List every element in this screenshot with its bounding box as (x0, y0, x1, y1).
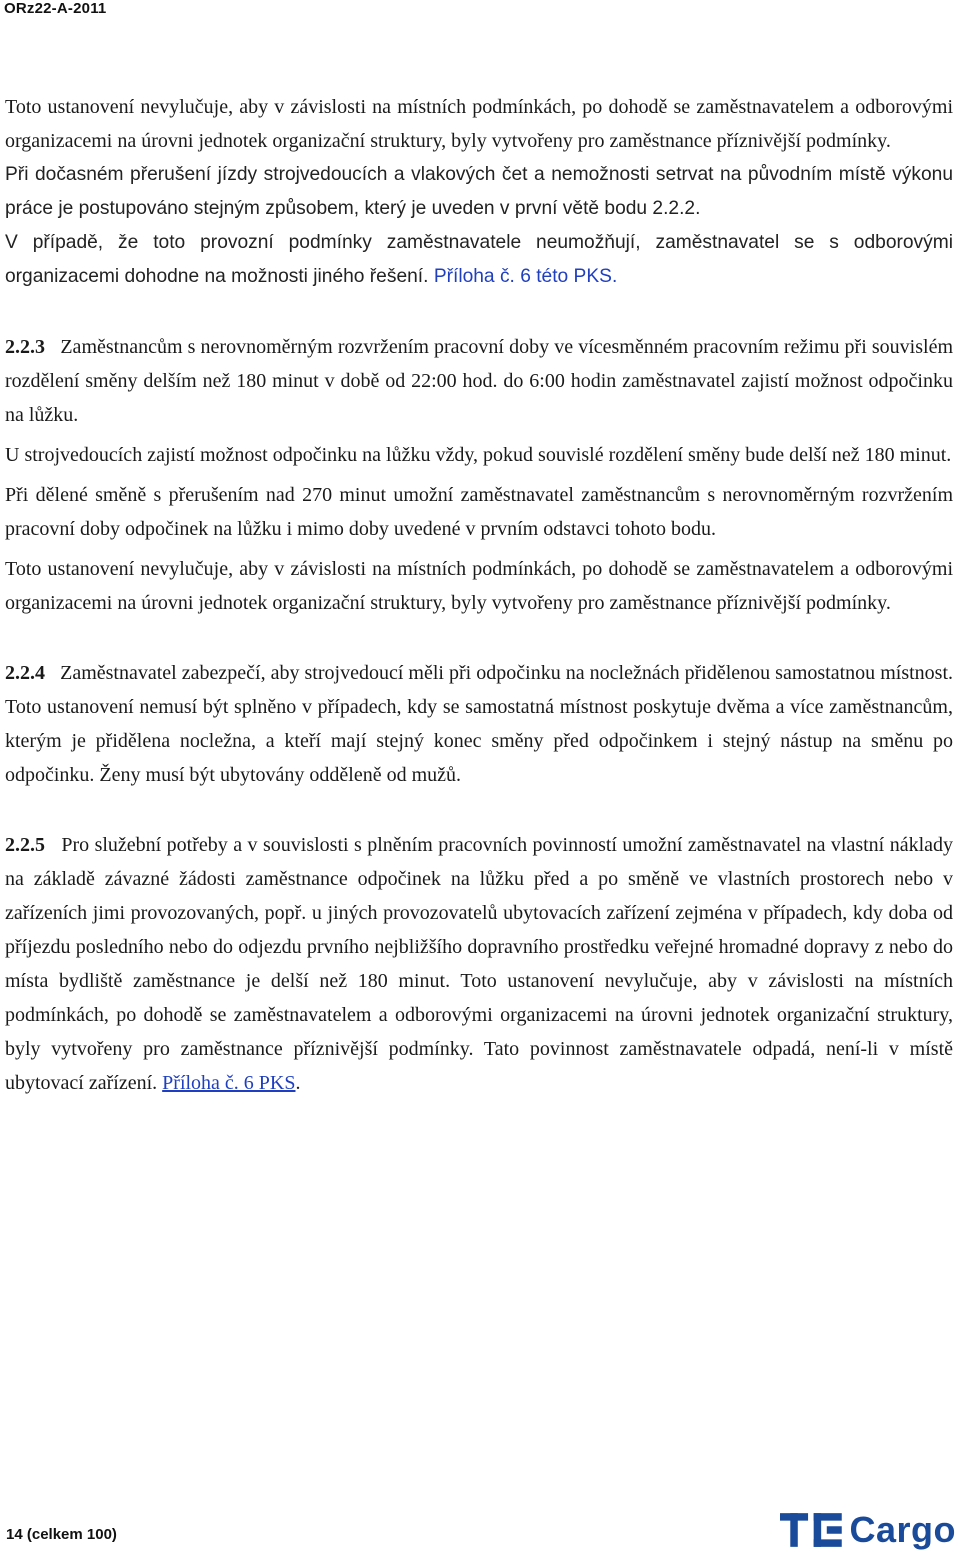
section-2-2-3 (5, 330, 953, 432)
section-number: 2.2.5 (5, 834, 45, 856)
paragraph-4 (5, 438, 953, 472)
paragraph-2 (5, 158, 953, 226)
cargo-logo (780, 1508, 956, 1552)
paragraph-text: U strojvedoucích zajistí možnost odpočinku na lůžku vždy, pokud souvislé rozdělení směny bude delší než 180 minut. (5, 444, 952, 466)
paragraph-5 (5, 478, 953, 546)
paragraph-text: Při dělené směně s přerušením nad 270 minut umožní zaměstnavatel zaměstnancům s nerovnoměrným rozvržením pracovní doby odpočinek na lůžku i mimo doby uvedené v prvním odstavci tohoto bodu. (5, 484, 953, 540)
section-2-2-5 (5, 828, 953, 1100)
paragraph-text: Při dočasném přerušení jízdy strojvedoucích a vlakových čet a nemožnosti setrvat na původním místě výkonu práce je postupováno stejným způsobem, který je uveden v první větě bodu 2.2.2. (5, 164, 953, 219)
section-2-2-4 (5, 656, 953, 792)
paragraph-6 (5, 552, 953, 620)
paragraph-text: Toto ustanovení nevylučuje, aby v závislosti na místních podmínkách, po dohodě se zaměstnavatelem a odborovými organizacemi na úrovni jednotek organizační struktury, byly vytvořeny pro zaměstnance příznivější podmínky. (5, 558, 953, 614)
section-text: Zaměstnavatel zabezpečí, aby strojvedoucí měli při odpočinku na nocležnách přidělenou samostatnou místnost. Toto ustanovení nemusí být splněno v případech, kdy se samostatná místnost poskytuje dvěma a více zaměstnancům, kterým je přidělena nocležna, a kteří mají stejný konec směny před odpočinkem i stejný nástup na směnu po odpočinku. Ženy musí být ubytovány odděleně od mužů. (5, 662, 954, 786)
paragraph-text: Toto ustanovení nevylučuje, aby v závislosti na místních podmínkách, po dohodě se zaměstnavatelem a odborovými organizacemi na úrovni jednotek organizační struktury, byly vytvořeny pro zaměstnance příznivější podmínky. (5, 96, 953, 152)
section-text: Pro služební potřeby a v souvislosti s plněním pracovních povinností umožní zaměstnavatel na vlastní náklady na základě závazné žádosti zaměstnance odpočinek na lůžku před a po směně ve vlastních prostorech nebo v zařízeních jimi provozovaných, popř. u jiných provozovatelů ubytovacích zařízení zejména v případech, kdy doba od příjezdu posledního nebo do odjezdu prvního nejbližšího dopravního prostředku veřejné hromadné dopravy z nebo do místa bydliště zaměstnance je delší než 180 minut. Toto ustanovení nevylučuje, aby v závislosti na místních podmínkách, po dohodě se zaměstnavatelem a odborovými organizacemi na úrovni jednotek organizační struktury, byly vytvořeny pro zaměstnance příznivější podmínky. Tato povinnost zaměstnavatele odpadá, není-li v místě ubytovací zařízení. (5, 834, 954, 1094)
paragraph-text: V případě, že toto provozní podmínky zaměstnavatele neumožňují, zaměstnavatel se s odborovými organizacemi dohodne na možnosti jiného řešení. (5, 232, 953, 287)
paragraph-3 (5, 226, 953, 294)
page-number: 14 (celkem 100) (6, 1526, 117, 1543)
appendix-link[interactable]: Příloha č. (433, 266, 515, 287)
paragraph-1 (5, 90, 953, 158)
sentence-end: . (295, 1072, 301, 1094)
document-body (5, 90, 953, 1100)
section-text: Zaměstnancům s nerovnoměrným rozvržením pracovní doby ve vícesměnném pracovním režimu při souvislém rozdělení směny delším než 180 minut v době od 22:00 hod. do 6:00 hodin zaměstnavatel zajistí možnost odpočinku na lůžku. (5, 336, 954, 426)
appendix-link-6-pks[interactable]: Příloha č. 6 PKS (162, 1072, 296, 1094)
section-number: 2.2.4 (5, 662, 45, 684)
cd-cargo-logo-icon (780, 1510, 845, 1550)
section-number: 2.2.3 (5, 336, 45, 358)
appendix-link-pks[interactable]: 6 této PKS. (520, 266, 618, 287)
document-id: ORz22-A-2011 (4, 0, 107, 17)
logo-wordmark: Cargo (849, 1509, 956, 1550)
